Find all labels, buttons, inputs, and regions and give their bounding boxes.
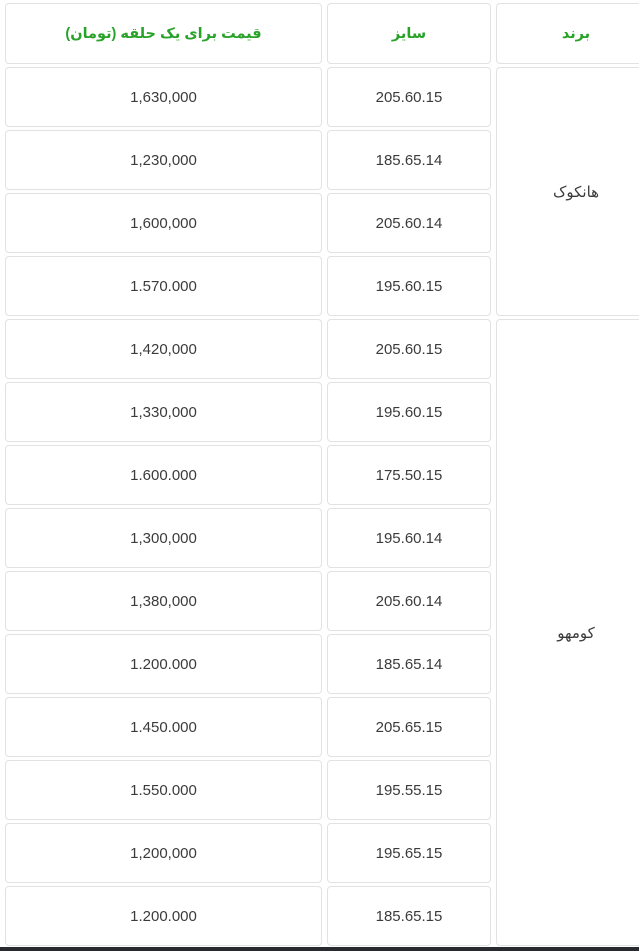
size-cell: 195.65.15	[327, 823, 491, 883]
price-cell: 1.550.000	[5, 760, 322, 820]
size-cell: 195.60.15	[327, 382, 491, 442]
price-cell: 1.200.000	[5, 886, 322, 946]
size-cell: 195.55.15	[327, 760, 491, 820]
price-cell: 1,300,000	[5, 508, 322, 568]
header-price: قیمت برای یک حلقه (تومان)	[5, 3, 322, 64]
size-cell: 205.60.15	[327, 67, 491, 127]
header-row	[5, 3, 639, 64]
price-cell: 1.450.000	[5, 697, 322, 757]
size-cell: 185.65.14	[327, 130, 491, 190]
header-size: سایز	[327, 3, 491, 64]
price-cell: 1.600.000	[5, 445, 322, 505]
brand-cell: هانکوک	[496, 67, 639, 316]
size-cell: 185.65.14	[327, 634, 491, 694]
size-cell: 175.50.15	[327, 445, 491, 505]
table-row	[5, 319, 639, 379]
price-cell: 1,600,000	[5, 193, 322, 253]
size-cell: 195.60.14	[327, 508, 491, 568]
table-row	[5, 67, 639, 127]
price-cell: 1,630,000	[5, 67, 322, 127]
size-cell: 185.65.15	[327, 886, 491, 946]
size-cell: 195.60.15	[327, 256, 491, 316]
brand-cell: کومهو	[496, 319, 639, 946]
price-cell: 1,380,000	[5, 571, 322, 631]
price-cell: 1,230,000	[5, 130, 322, 190]
price-cell: 1,420,000	[5, 319, 322, 379]
price-cell: 1.570.000	[5, 256, 322, 316]
size-cell: 205.60.15	[327, 319, 491, 379]
price-cell: 1,330,000	[5, 382, 322, 442]
price-cell: 1.200.000	[5, 634, 322, 694]
size-cell: 205.60.14	[327, 193, 491, 253]
price-cell: 1,200,000	[5, 823, 322, 883]
bottom-edge-bar	[0, 947, 639, 951]
header-brand: برند	[496, 3, 639, 64]
size-cell: 205.65.15	[327, 697, 491, 757]
size-cell: 205.60.14	[327, 571, 491, 631]
